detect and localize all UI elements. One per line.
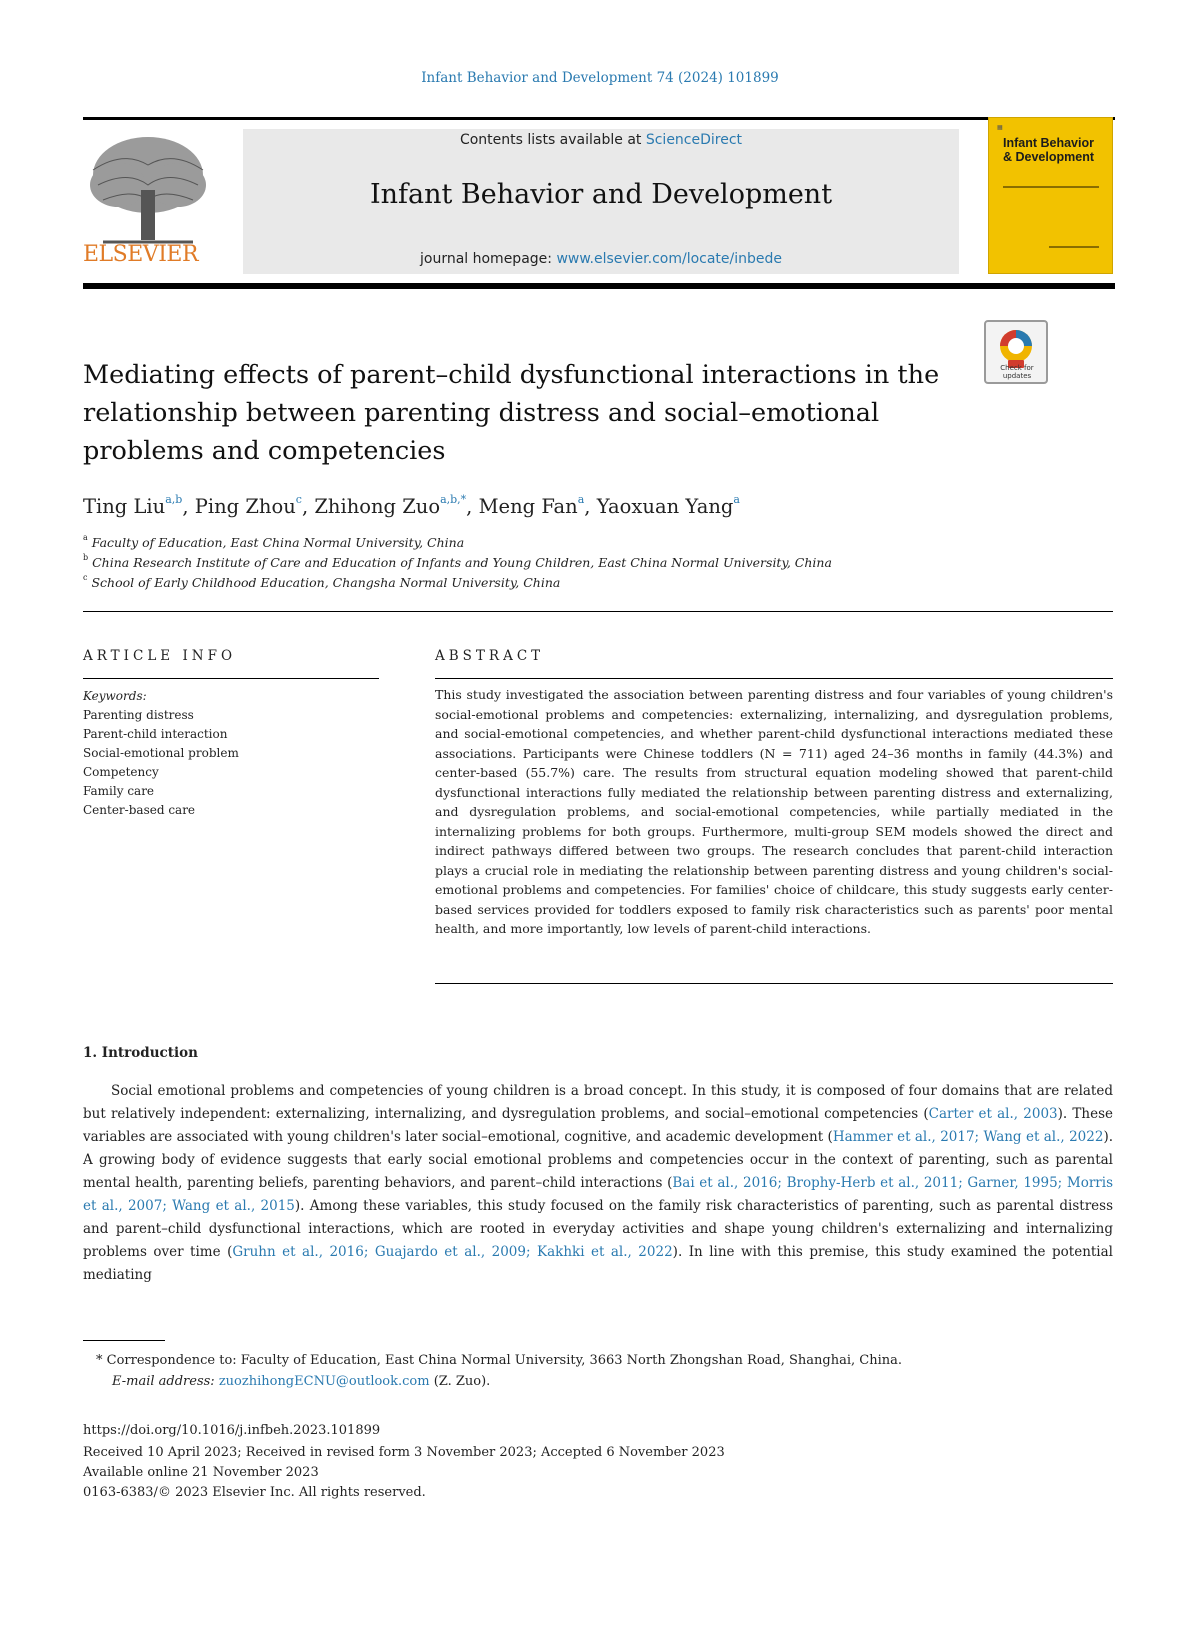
doi-link[interactable]: https://doi.org/10.1016/j.infbeh.2023.101899 <box>83 1423 381 1438</box>
available-online: Available online 21 November 2023 <box>83 1465 319 1480</box>
affiliation-sup: b <box>83 553 89 562</box>
abstract-rule-bottom <box>435 983 1113 984</box>
author-affil-sup[interactable]: a <box>577 492 585 506</box>
abstract-text: This study investigated the association between parenting distress and four variables of young children's social-emotional problems and competencies: externalizing, internalizing, and dysregulation problems, and social-emotional competencies, and whether parent-child dysfunctional interactions mediated these associations. Participants were Chinese toddlers (N = 711) aged 24–36 months in family (44.3%) and center-based (55.7%) care. The results from structural equation modeling showed that parent-child dysfunctional interactions fully mediated the relationship between parenting distress and externalizing, and dysregulation problems, and social-emotional competencies, while partially mediated in the internalizing problems for both groups. Furthermore, multi-group SEM models showed the direct and indirect pathways differed between two groups. The research concludes that parent-child interaction plays a crucial role in mediating the relationship between parenting distress and young children's social-emotional problems and competencies. For families' choice of childcare, this study suggests early center-based services provided for toddlers exposed to family risk characteristics such as parents' poor mental health, and more importantly, low levels of parent-child interactions. <box>435 687 1113 936</box>
journal-banner <box>243 129 959 274</box>
keyword-item: Parenting distress <box>83 708 194 722</box>
check-for-updates-badge[interactable] <box>984 320 1048 384</box>
email-suffix: (Z. Zuo). <box>429 1374 491 1389</box>
affiliation <box>83 535 983 550</box>
intro-text: Social emotional problems and competencies of young children is a broad concept. In this study, it is composed of four domains that are related but relatively independent: externalizing, internalizing, and dysregulation problems, and social–emotional competencies ( <box>83 1083 1113 1122</box>
homepage-line <box>243 251 959 267</box>
author-affil-sup[interactable]: a,b <box>165 492 183 506</box>
affiliation-text: School of Early Childhood Education, Changsha Normal University, China <box>91 575 561 591</box>
intro-paragraph <box>83 1080 1113 1287</box>
header-rule-bottom <box>83 283 1115 289</box>
cover-footer-line <box>1049 246 1099 248</box>
footnote-rule <box>83 1340 165 1341</box>
keyword-item: Social-emotional problem <box>83 746 239 760</box>
contents-prefix: Contents lists available at <box>459 132 646 148</box>
received-dates: Received 10 April 2023; Received in revised form 3 November 2023; Accepted 6 November 2023 <box>83 1445 725 1460</box>
journal-title: Infant Behavior and Development <box>369 179 833 210</box>
keyword-item: Competency <box>83 765 159 779</box>
author-name[interactable]: Ting Liu <box>83 495 166 518</box>
author-name[interactable]: Zhihong Zuo <box>314 495 441 518</box>
homepage-prefix: journal homepage: <box>419 251 557 267</box>
author-affil-sup[interactable]: a <box>733 492 740 506</box>
citation-link[interactable]: Gruhn et al., 2016; Guajardo et al., 2009; Kakhki et al., 2022 <box>232 1244 673 1260</box>
cover-mini-logo: ▦ <box>997 124 1003 131</box>
elsevier-logo <box>83 130 213 275</box>
affiliation <box>83 575 983 590</box>
article-info-rule <box>83 678 379 679</box>
keyword-item: Family care <box>83 784 155 798</box>
author-name[interactable]: Ping Zhou <box>194 495 296 518</box>
section-divider <box>83 611 1113 612</box>
affiliation-sup: c <box>83 573 88 582</box>
section-heading: 1. Introduction <box>83 1045 198 1061</box>
cover-divider <box>1003 186 1099 188</box>
abstract-rule-top <box>435 678 1113 679</box>
affiliation-text: Faculty of Education, East China Normal University, China <box>91 535 465 551</box>
article-info-heading: ARTICLE INFO <box>83 648 237 664</box>
affiliation-text: China Research Institute of Care and Education of Infants and Young Children, East China Normal University, China <box>92 555 832 571</box>
check-badge-label: Check for updates <box>1000 364 1034 380</box>
intro-text: ). In line with this premise, this study examined the potential mediating <box>83 1244 1113 1283</box>
journal-reference[interactable]: Infant Behavior and Development 74 (2024) 101899 <box>421 70 779 86</box>
copyright: 0163-6383/© 2023 Elsevier Inc. All rights reserved. <box>83 1485 426 1500</box>
intro-text: ). A growing body of evidence suggests that early social emotional problems and competencies occur in the context of parenting, such as parental mental health, parenting beliefs, parenting behaviors, and parent–child interactions ( <box>83 1129 1113 1191</box>
keyword-item: Parent-child interaction <box>83 727 228 741</box>
email-label: E-mail address: <box>112 1374 219 1389</box>
publisher-wordmark: ELSEVIER <box>83 242 199 267</box>
author-name[interactable]: Yaoxuan Yang <box>596 495 734 518</box>
abstract-heading: ABSTRACT <box>435 648 545 664</box>
contents-line <box>243 132 959 148</box>
sciencedirect-link[interactable]: ScienceDirect <box>645 132 743 148</box>
author-list: Ting Liu$^{a,b}$, Ping Zhou$^c$, Zhihong Zuo$^{a,b,*}$, Meng Fan$^a$, Yaoxuan Yang$^a$ <box>83 492 740 518</box>
citation-link[interactable]: Carter et al., 2003 <box>928 1106 1058 1122</box>
citation-link[interactable]: Hammer et al., 2017; Wang et al., 2022 <box>832 1129 1104 1145</box>
email-note <box>112 1374 490 1389</box>
author-affil-sup[interactable]: c <box>295 492 302 506</box>
affiliation-sup: a <box>83 533 88 542</box>
author-name[interactable]: Meng Fan <box>478 495 578 518</box>
homepage-link[interactable]: www.elsevier.com/locate/inbede <box>556 251 783 267</box>
intro-text: ). Among these variables, this study focused on the family risk characteristics of parenting, such as parental distress and parent–child dysfunctional interactions, which are rooted in everyday activities and shape young children's externalizing and internalizing problems over time ( <box>83 1198 1113 1260</box>
email-link[interactable]: zuozhihongECNU@outlook.com <box>218 1374 430 1389</box>
header-rule-top <box>83 117 1115 120</box>
intro-text: ). These variables are associated with young children's later social–emotional, cognitive, and academic development ( <box>83 1106 1113 1145</box>
keyword-item: Center-based care <box>83 803 196 817</box>
cover-title: Infant Behavior & Development <box>1003 136 1094 164</box>
citation-link[interactable]: Bai et al., 2016; Brophy-Herb et al., 2011; Garner, 1995; Morris et al., 2007; Wang et al., 2015 <box>83 1175 1113 1214</box>
article-title: Mediating effects of parent–child dysfunctional interactions in the relationship between parenting distress and social–emotional problems and competencies <box>83 360 940 466</box>
affiliation <box>83 555 983 570</box>
keywords-label: Keywords: <box>83 689 147 703</box>
journal-cover[interactable] <box>988 117 1113 274</box>
author-affil-sup[interactable]: a,b,* <box>440 492 467 506</box>
correspondence-note: * Correspondence to: Faculty of Education, East China Normal University, 3663 North Zhongshan Road, Shanghai, China. <box>96 1353 903 1368</box>
